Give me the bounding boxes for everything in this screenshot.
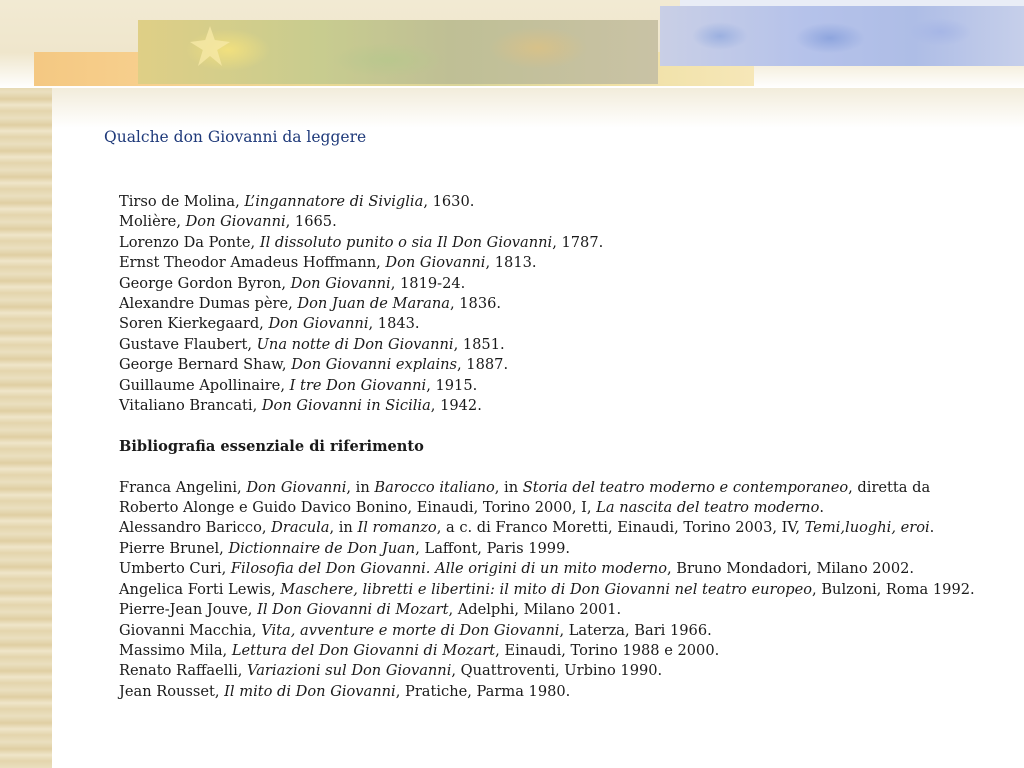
work-title: Il dissoluto punito o sia Il Don Giovanni (259, 233, 553, 251)
work-title: Don Juan de Marana (297, 295, 450, 313)
work-date: , 1819-24. (390, 274, 466, 292)
bibliography-text: Umberto Curi, (119, 560, 231, 578)
bibliography-text: Pierre Brunel, (119, 539, 229, 557)
work-date: , 1942. (430, 397, 482, 415)
work-title: I tre Don Giovanni (289, 376, 427, 394)
bibliography-title: Maschere, libretti e libertini: il mito di Don Giovanni nel teatro europeo (280, 580, 813, 598)
slide-body (119, 192, 989, 702)
work-author: Lorenzo Da Ponte, (119, 233, 260, 251)
work-date: , 1813. (485, 254, 537, 272)
bibliography-text: , Bulzoni, Roma 1992. (812, 580, 975, 598)
bibliography-title: Dracula (271, 519, 330, 537)
works-list (119, 192, 989, 416)
work-title: Don Giovanni in Sicilia (261, 397, 431, 415)
work-entry (119, 274, 989, 294)
bibliography-text: , in (494, 478, 523, 496)
parchment-left-border (0, 0, 52, 768)
bibliography-text: . (819, 499, 824, 517)
work-entry (119, 314, 989, 334)
bibliography-text: Alessandro Baricco, (119, 519, 272, 537)
work-date: , 1836. (449, 295, 502, 313)
bibliography-text: , Laterza, Bari 1966. (559, 621, 712, 639)
work-title: Una notte di Don Giovanni (256, 335, 454, 353)
bibliography-title: Il romanzo (357, 519, 437, 537)
bibliography-title: Variazioni sul Don Giovanni (247, 662, 452, 680)
bibliography-entry (119, 661, 989, 681)
bibliography-text: Giovanni Macchia, (119, 621, 262, 639)
bibliography-text: Massimo Mila, (119, 641, 232, 659)
bibliography-heading: Bibliografia essenziale di riferimento (119, 437, 424, 455)
work-entry (119, 396, 989, 416)
work-title: Don Giovanni explains (291, 356, 458, 374)
bibliography-text: , Laffont, Paris 1999. (415, 539, 570, 557)
spacer (119, 416, 989, 436)
work-author: George Gordon Byron, (119, 274, 291, 292)
bibliography-entry (119, 478, 989, 519)
bibliography-text: Pierre-Jean Jouve, (119, 601, 258, 619)
bibliography-title: Don Giovanni (246, 478, 347, 496)
bibliography-entry (119, 518, 989, 538)
bibliography-text: Franca Angelini, (119, 478, 247, 496)
work-author: Vitaliano Brancati, (119, 397, 262, 415)
bibliography-text: , diretta da Roberto Alonge e Guido Davico Bonino, Einaudi, Torino 2000, I, (119, 478, 931, 517)
bibliography-list (119, 478, 989, 702)
bibliography-entry (119, 682, 989, 702)
bibliography-text: , in (346, 478, 375, 496)
work-entry (119, 233, 989, 253)
work-title: Don Giovanni (290, 274, 391, 292)
bibliography-entry (119, 559, 989, 579)
bibliography-entry (119, 600, 989, 620)
bibliography-text: . (929, 519, 935, 537)
work-title: Don Giovanni (268, 315, 369, 333)
bibliography-text: Renato Raffaelli, (119, 662, 248, 680)
work-author: George Bernard Shaw, (119, 356, 292, 374)
bibliography-text: , in (329, 519, 358, 537)
bibliography-text: , Adelphi, Milano 2001. (448, 601, 622, 619)
work-author: Tirso de Molina, (119, 193, 245, 210)
spacer (119, 457, 989, 477)
bibliography-title: Barocco italiano (374, 478, 495, 496)
bibliography-entry (119, 539, 989, 559)
work-title: Don Giovanni (385, 254, 486, 272)
work-entry (119, 212, 989, 232)
blue-collage-strip (660, 6, 1024, 66)
bibliography-text: Angelica Forti Lewis, (119, 580, 281, 598)
work-author: Ernst Theodor Amadeus Hoffmann, (119, 254, 386, 272)
work-author: Alexandre Dumas père, (119, 295, 298, 313)
bibliography-entry (119, 621, 989, 641)
bibliography-entry (119, 580, 989, 600)
work-author: Molière, (119, 213, 186, 231)
work-date: , 1787. (552, 233, 604, 251)
work-author: Soren Kierkegaard, (119, 315, 269, 333)
work-title: Don Giovanni (185, 213, 286, 231)
work-date: , 1887. (457, 356, 509, 374)
bibliography-title: Temi,luoghi, eroi (804, 519, 930, 537)
work-date: , 1843. (368, 315, 420, 333)
work-author: Guillaume Apollinaire, (119, 376, 290, 394)
work-entry (119, 294, 989, 314)
bibliography-text: , a c. di Franco Moretti, Einaudi, Torino 2003, IV, (436, 519, 805, 537)
work-entry (119, 253, 989, 273)
bibliography-title: Il Don Giovanni di Mozart (257, 601, 449, 619)
work-entry (119, 355, 989, 375)
bibliography-title: Vita, avventure e morte di Don Giovanni (261, 621, 560, 639)
bibliography-title: Dictionnaire de Don Juan (228, 539, 416, 557)
work-entry (119, 192, 989, 212)
bibliography-title: La nascita del teatro moderno (596, 499, 820, 517)
work-title: L’ingannatore di Siviglia (244, 193, 424, 210)
work-entry (119, 335, 989, 355)
bibliography-text: , Einaudi, Torino 1988 e 2000. (495, 641, 720, 659)
work-date: , 1665. (285, 213, 337, 231)
bibliography-title: Lettura del Don Giovanni di Mozart (231, 641, 496, 659)
bibliography-entry (119, 641, 989, 661)
bibliography-text: , Bruno Mondadori, Milano 2002. (667, 560, 915, 578)
work-date: , 1630. (423, 193, 475, 210)
bibliography-title: Storia del teatro moderno e contemporaneo (522, 478, 849, 496)
decorative-header-banner (0, 0, 1024, 88)
work-date: , 1915. (426, 376, 478, 394)
bibliography-text: , Pratiche, Parma 1980. (395, 682, 571, 700)
work-entry (119, 376, 989, 396)
bibliography-title: Filosofia del Don Giovanni. Alle origini di un mito moderno (230, 560, 668, 578)
bibliography-text: , Quattroventi, Urbino 1990. (451, 662, 663, 680)
work-date: , 1851. (453, 335, 505, 353)
slide-title: Qualche don Giovanni da leggere (104, 128, 367, 146)
work-author: Gustave Flaubert, (119, 335, 257, 353)
bibliography-title: Il mito di Don Giovanni (224, 682, 396, 700)
bibliography-text: Jean Rousset, (119, 682, 225, 700)
